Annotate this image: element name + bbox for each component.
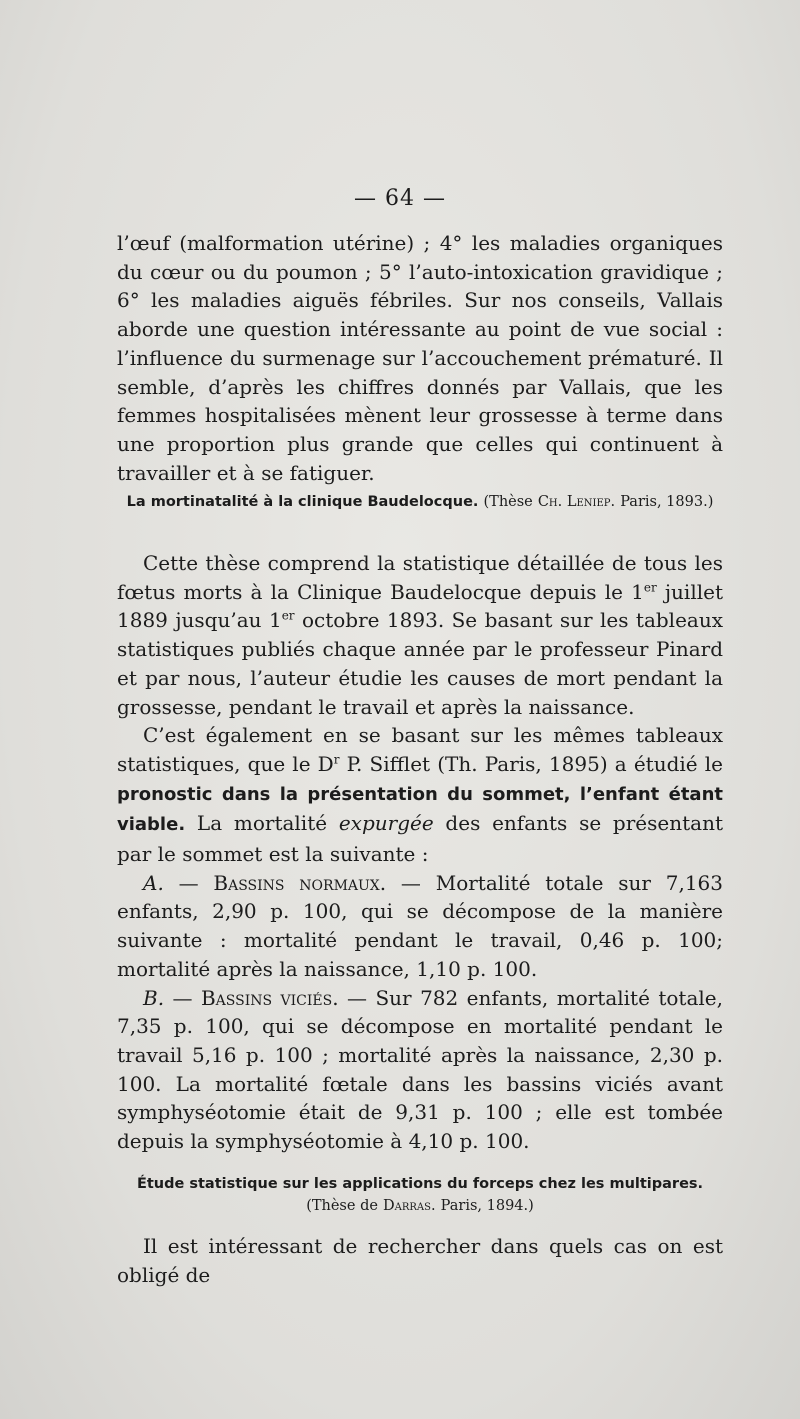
body-section-2 (117, 1232, 723, 1289)
paragraph-surmenage (117, 229, 723, 487)
p3-part3: La mortalité (185, 811, 339, 836)
page-number: — 64 — (354, 186, 446, 211)
section-heading-forceps (117, 1173, 723, 1217)
section-2-title: Étude statistique sur les applications du forceps chez les multipares. (136, 1176, 704, 1192)
paragraph-bassins-vicies (117, 984, 723, 1156)
p3-part2: P. Sifflet (Th. Paris, 1895) a étudié le (339, 751, 723, 776)
section-1-title: La mortinatalité à la clinique Baudelocque. (126, 494, 479, 510)
p3-part1: C’est également en se basant sur les mêmes tableaux statistiques, que le D (117, 723, 723, 776)
section-1-ref-author: Ch. Leniep. (537, 494, 616, 510)
section-2-ref-prefix: (Thèse de (306, 1198, 378, 1214)
p3-part4: des enfants se présentant par le sommet est la suivante : (117, 811, 723, 867)
body-section-1 (117, 549, 723, 1156)
p3-italic: expurgée (338, 811, 434, 836)
section-2-ref-suffix: Paris, 1894.) (440, 1198, 534, 1214)
p2-part2: juillet 1889 jusqu’au 1 (117, 579, 723, 633)
paragraph-1-text: l’œuf (malformation utérine) ; 4° les maladies organiques du cœur ou du poumon ; 5° l’auto-intoxication gravidique ; 6° les maladies aiguës fébriles. Sur nos conseils, Vallais aborde une question intéressante au point de vue social : l’influence du surmenage sur l’accouchement prématuré. Il semble, d’après les chiffres donnés par Vallais, que les femmes hospitalisées mènent leur grossesse à terme dans une proportion plus grande que celles qui continuent à travailler et à se fatiguer. (117, 231, 723, 485)
p4-heading: — Bassins normaux. (178, 870, 387, 895)
p2-part1: Cette thèse comprend la statistique détaillée de tous les fœtus morts à la Clinique Baudelocque depuis le 1 (117, 551, 723, 604)
p5-label: B. (143, 985, 165, 1010)
paragraph-sifflet (117, 721, 723, 869)
p5-text: — Sur 782 enfants, mortalité totale, 7,35 p. 100, qui se décompose en mortalité pendant le travail 5,16 p. 100 ; mortalité après la naissance, 2,30 p. 100. La mortalité fœtale dans les bassins viciés avant symphyséotomie était de 9,31 p. 100 ; elle est tombée depuis la symphyséotomie à 4,10 p. 100. (117, 985, 723, 1154)
section-1-ref-prefix: (Thèse (483, 494, 533, 510)
paragraph-forceps-intro: Il est intéressant de rechercher dans quels cas on est obligé de (117, 1234, 723, 1287)
paragraph-these-leniep (117, 549, 723, 721)
section-1-ref-suffix: Paris, 1893.) (620, 494, 714, 510)
paragraph-bassins-normaux (117, 869, 723, 984)
p2-sup1: er (643, 580, 657, 595)
p3-bold: pronostic dans la présentation du sommet, l’enfant étant viable. (117, 783, 723, 836)
p3-sup: r (333, 752, 340, 767)
p4-label: A. (143, 870, 164, 895)
section-2-ref-author: Darras. (383, 1198, 436, 1214)
p2-sup2: er (281, 608, 295, 623)
p4-text: — Mortalité totale sur 7,163 enfants, 2,90 p. 100, qui se décompose de la manière suivante : mortalité pendant le travail, 0,46 p. 100; mortalité après la naissance, 1,10 p. 100. (117, 870, 724, 981)
p2-part3: octobre 1893. Se basant sur les tableaux statistiques publiés chaque année par le professeur Pinard et par nous, l’auteur étudie les causes de mort pendant la grossesse, pendant le travail et après la naissance. (117, 608, 723, 719)
p5-heading: — Bassins viciés. (172, 985, 339, 1010)
section-heading-mortinatalite (117, 491, 723, 513)
